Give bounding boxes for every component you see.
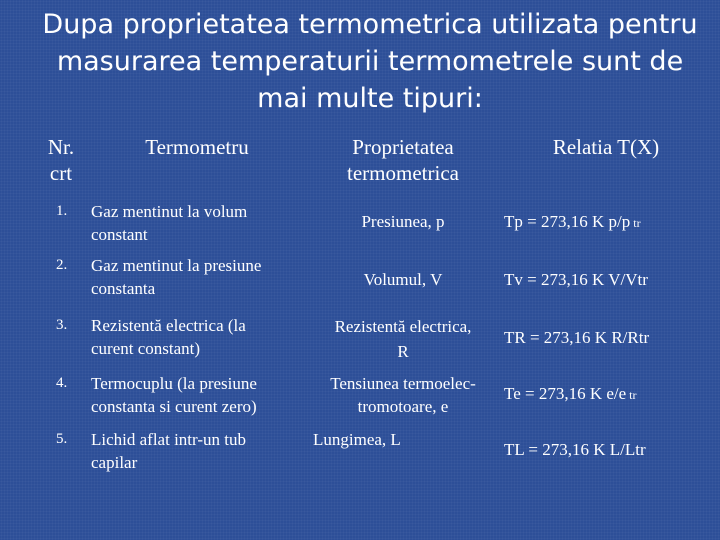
proprietatea-line1: Lungimea, L (313, 430, 401, 449)
header-relatia: Relatia T(X) (552, 135, 660, 159)
slide-title (20, 6, 720, 117)
proprietatea-line1: Volumul, V (363, 270, 443, 289)
row-relatia (504, 268, 708, 293)
row-number: 3. (56, 317, 68, 333)
row-proprietatea (308, 210, 498, 233)
header-nr-line2: crt (49, 161, 73, 185)
header-nr-line1: Nr. (47, 135, 75, 159)
termometru-line2: capilar (91, 453, 138, 472)
row-termometru (91, 428, 303, 474)
termometru-line1: Gaz mentinut la volum (91, 202, 248, 221)
proprietatea-line2: tromotoare, e (357, 397, 449, 416)
row-proprietatea (313, 428, 503, 451)
row-termometru (91, 372, 303, 418)
row-relatia (504, 438, 708, 463)
row-number: 4. (56, 375, 68, 391)
header-termometru: Termometru (145, 135, 249, 159)
row-number: 2. (56, 257, 68, 273)
row-number: 1. (56, 203, 68, 219)
row-proprietatea (308, 372, 498, 418)
header-nr (36, 134, 86, 186)
row-number: 5. (56, 431, 68, 447)
relatia-main: Tp = 273,16 K p/p (504, 212, 631, 231)
relatia-main: TR = 273,16 K R/Rtr (504, 328, 650, 347)
proprietatea-line1: Tensiunea termoelec- (330, 374, 476, 393)
title-line: mai multe tipuri: (257, 83, 483, 114)
row-termometru (91, 314, 303, 360)
relatia-main: Te = 273,16 K e/e (504, 384, 627, 403)
header-proprietatea-line1: Proprietatea (352, 135, 454, 159)
termometru-line2: curent constant) (91, 339, 201, 358)
relatia-main: TL = 273,16 K L/Ltr (504, 440, 646, 459)
proprietatea-line1: Rezistentă electrica, (334, 317, 472, 336)
row-relatia (504, 382, 708, 407)
termometru-line1: Gaz mentinut la presiune (91, 256, 262, 275)
relatia-subscript: tr (626, 388, 637, 402)
row-relatia (504, 326, 708, 351)
termometru-line1: Rezistentă electrica (la (91, 316, 246, 335)
row-relatia (504, 210, 708, 235)
row-termometru (91, 254, 303, 300)
termometru-line2: constanta si curent zero) (91, 397, 257, 416)
title-line: masurarea temperaturii termometrele sunt de (56, 46, 684, 77)
row-proprietatea (308, 314, 498, 364)
relatia-main: Tv = 273,16 K V/Vtr (504, 270, 648, 289)
termometru-line2: constanta (91, 279, 156, 298)
title-line: Dupa proprietatea termometrica utilizata pentru (42, 9, 698, 40)
proprietatea-line2: R (397, 342, 409, 361)
relatia-subscript: tr (630, 216, 641, 230)
proprietatea-line1: Presiunea, p (361, 212, 445, 231)
header-proprietatea-line2: termometrica (347, 161, 459, 185)
termometru-line1: Termocuplu (la presiune (91, 374, 257, 393)
row-proprietatea (308, 268, 498, 291)
header-proprietatea (308, 134, 498, 186)
termometru-line1: Lichid aflat intr-un tub (91, 430, 246, 449)
termometru-line2: constant (91, 225, 148, 244)
row-termometru (91, 200, 303, 246)
